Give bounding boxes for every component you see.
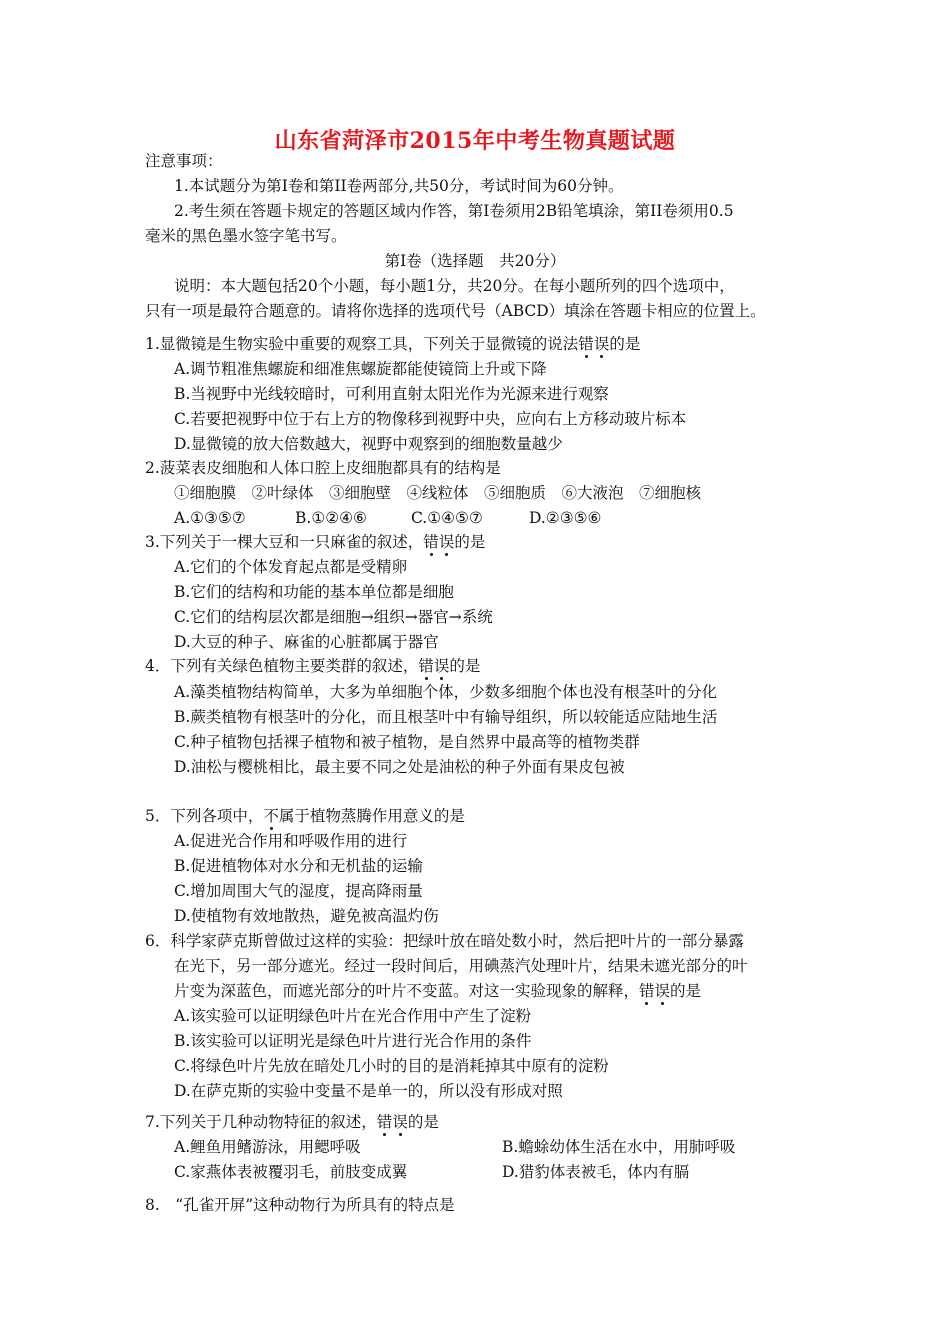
q4-option-c: C.种子植物包括裸子植物和被子植物，是自然界中最高等的植物类群	[174, 733, 640, 751]
q3-option-d: D.大豆的种子、麻雀的心脏都属于器官	[174, 633, 439, 651]
q7-option-c: C.家燕体表被覆羽毛，前肢变成翼	[174, 1163, 408, 1181]
q3-option-c: C.它们的结构层次都是细胞→组织→器官→系统	[174, 608, 493, 626]
q6-option-d: D.在萨克斯的实验中变量不是单一的，所以没有形成对照	[174, 1082, 563, 1100]
q2-stem: 2.菠菜表皮细胞和人体口腔上皮细胞都具有的结构是	[145, 459, 501, 477]
q2-option-a: A.①③⑤⑦	[174, 509, 246, 527]
emphasis-char: 错	[418, 657, 434, 675]
section-desc-1: 说明：本大题包括20个小题，每小题1分，共20分。在每小题所列的四个选项中，	[174, 277, 735, 295]
q2-option-c: C.①④⑤⑦	[411, 509, 483, 527]
emphasis-char: 误	[438, 533, 455, 551]
q6-stem-line-2: 在光下，另一部分遮光。经过一段时间后，用碘蒸汽处理叶片，结果未遮光部分的叶	[174, 957, 748, 975]
q1-option-c: C.若要把视野中位于右上方的物像移到视野中央，应向右上方移动玻片标本	[174, 410, 687, 428]
section-heading: 第Ⅰ卷（选择题 共20分）	[384, 252, 566, 270]
q6-option-a: A.该实验可以证明绿色叶片在光合作用中产生了淀粉	[174, 1007, 532, 1025]
emphasis-char: 误	[392, 1113, 408, 1131]
q6-option-b: B.该实验可以证明光是绿色叶片进行光合作用的条件	[174, 1032, 532, 1050]
q1-option-b: B.当视野中光线较暗时，可利用直射太阳光作为光源来进行观察	[174, 385, 609, 403]
emphasis-char: 错	[578, 335, 594, 353]
q2-items: ①细胞膜 ②叶绿体 ③细胞壁 ④线粒体 ⑤细胞质 ⑥大液泡 ⑦细胞核	[174, 484, 702, 502]
emphasis-char: 错	[376, 1113, 393, 1131]
notice-item-2-cont: 毫米的黑色墨水签字笔书写。	[145, 227, 347, 245]
q1-stem: 1.显微镜是生物实验中重要的观察工具，下列关于显微镜的说法错误的是	[145, 335, 641, 353]
q7-option-a: A.鲤鱼用鳍游泳，用鳃呼吸	[174, 1138, 361, 1156]
q8-stem: 8. “孔雀开屏”这种动物行为所具有的特点是	[145, 1196, 455, 1214]
q5-option-a: A.促进光合作用和呼吸作用的进行	[174, 832, 408, 850]
q2-option-b: B.①②④⑥	[295, 509, 367, 527]
notice-item-1: 1.本试题分为第I卷和第II卷两部分,共50分，考试时间为60分钟。	[174, 177, 624, 195]
q2-option-d: D.②③⑤⑥	[529, 509, 602, 527]
q7-option-b: B.蟾蜍幼体生活在水中，用肺呼吸	[502, 1138, 736, 1156]
q3-option-a: A.它们的个体发育起点都是受精卵	[174, 558, 408, 576]
emphasis-char: 错	[423, 533, 439, 551]
q6-stem-line-1: 6．科学家萨克斯曾做过这样的实验：把绿叶放在暗处数小时，然后把叶片的一部分暴露	[145, 932, 744, 950]
q6-option-c: C.将绿色叶片先放在暗处几小时的目的是消耗掉其中原有的淀粉	[174, 1057, 609, 1075]
q5-option-b: B.促进植物体对水分和无机盐的运输	[174, 857, 423, 875]
emphasis-char: 误	[593, 335, 610, 353]
q5-option-d: D.使植物有效地散热，避免被高温灼伤	[174, 907, 439, 925]
page-title: 山东省菏泽市2015年中考生物真题试题	[274, 128, 676, 154]
q7-option-d: D.猎豹体表被毛，体内有膈	[502, 1163, 690, 1181]
q4-stem: 4．下列有关绿色植物主要类群的叙述，错误的是	[145, 657, 481, 675]
q4-option-d: D.油松与樱桃相比，最主要不同之处是油松的种子外面有果皮包被	[174, 758, 625, 776]
q1-option-d: D.显微镜的放大倍数越大，视野中观察到的细胞数量越少	[174, 435, 563, 453]
q4-option-a: A.藻类植物结构简单，大多为单细胞个体，少数多细胞个体也没有根茎叶的分化	[174, 683, 718, 701]
q6-stem-line-3: 片变为深蓝色，而遮光部分的叶片不变蓝。对这一实验现象的解释，错误的是	[174, 982, 702, 1000]
q5-option-c: C.增加周围大气的湿度，提高降雨量	[174, 882, 423, 900]
q7-stem: 7.下列关于几种动物特征的叙述，错误的是	[145, 1113, 439, 1131]
emphasis-char: 不	[263, 807, 279, 825]
q4-option-b: B.蕨类植物有根茎叶的分化，而且根茎叶中有输导组织，所以较能适应陆地生活	[174, 708, 718, 726]
notice-heading: 注意事项：	[145, 152, 223, 170]
q3-stem: 3.下列关于一棵大豆和一只麻雀的叙述，错误的是	[145, 533, 486, 551]
q5-stem: 5．下列各项中，不属于植物蒸腾作用意义的是	[145, 807, 465, 825]
notice-item-2: 2.考生须在答题卡规定的答题区域内作答，第I卷须用2B铅笔填涂，第II卷须用0.5	[174, 202, 734, 220]
q3-option-b: B.它们的结构和功能的基本单位都是细胞	[174, 583, 454, 601]
emphasis-char: 错	[639, 982, 655, 1000]
emphasis-char: 误	[433, 657, 450, 675]
q1-option-a: A.调节粗准焦螺旋和细准焦螺旋都能使镜筒上升或下降	[174, 360, 547, 378]
emphasis-char: 误	[654, 982, 671, 1000]
section-desc-2: 只有一项是最符合题意的。请将你选择的选项代号（ABCD）填涂在答题卡相应的位置上。	[145, 302, 766, 320]
